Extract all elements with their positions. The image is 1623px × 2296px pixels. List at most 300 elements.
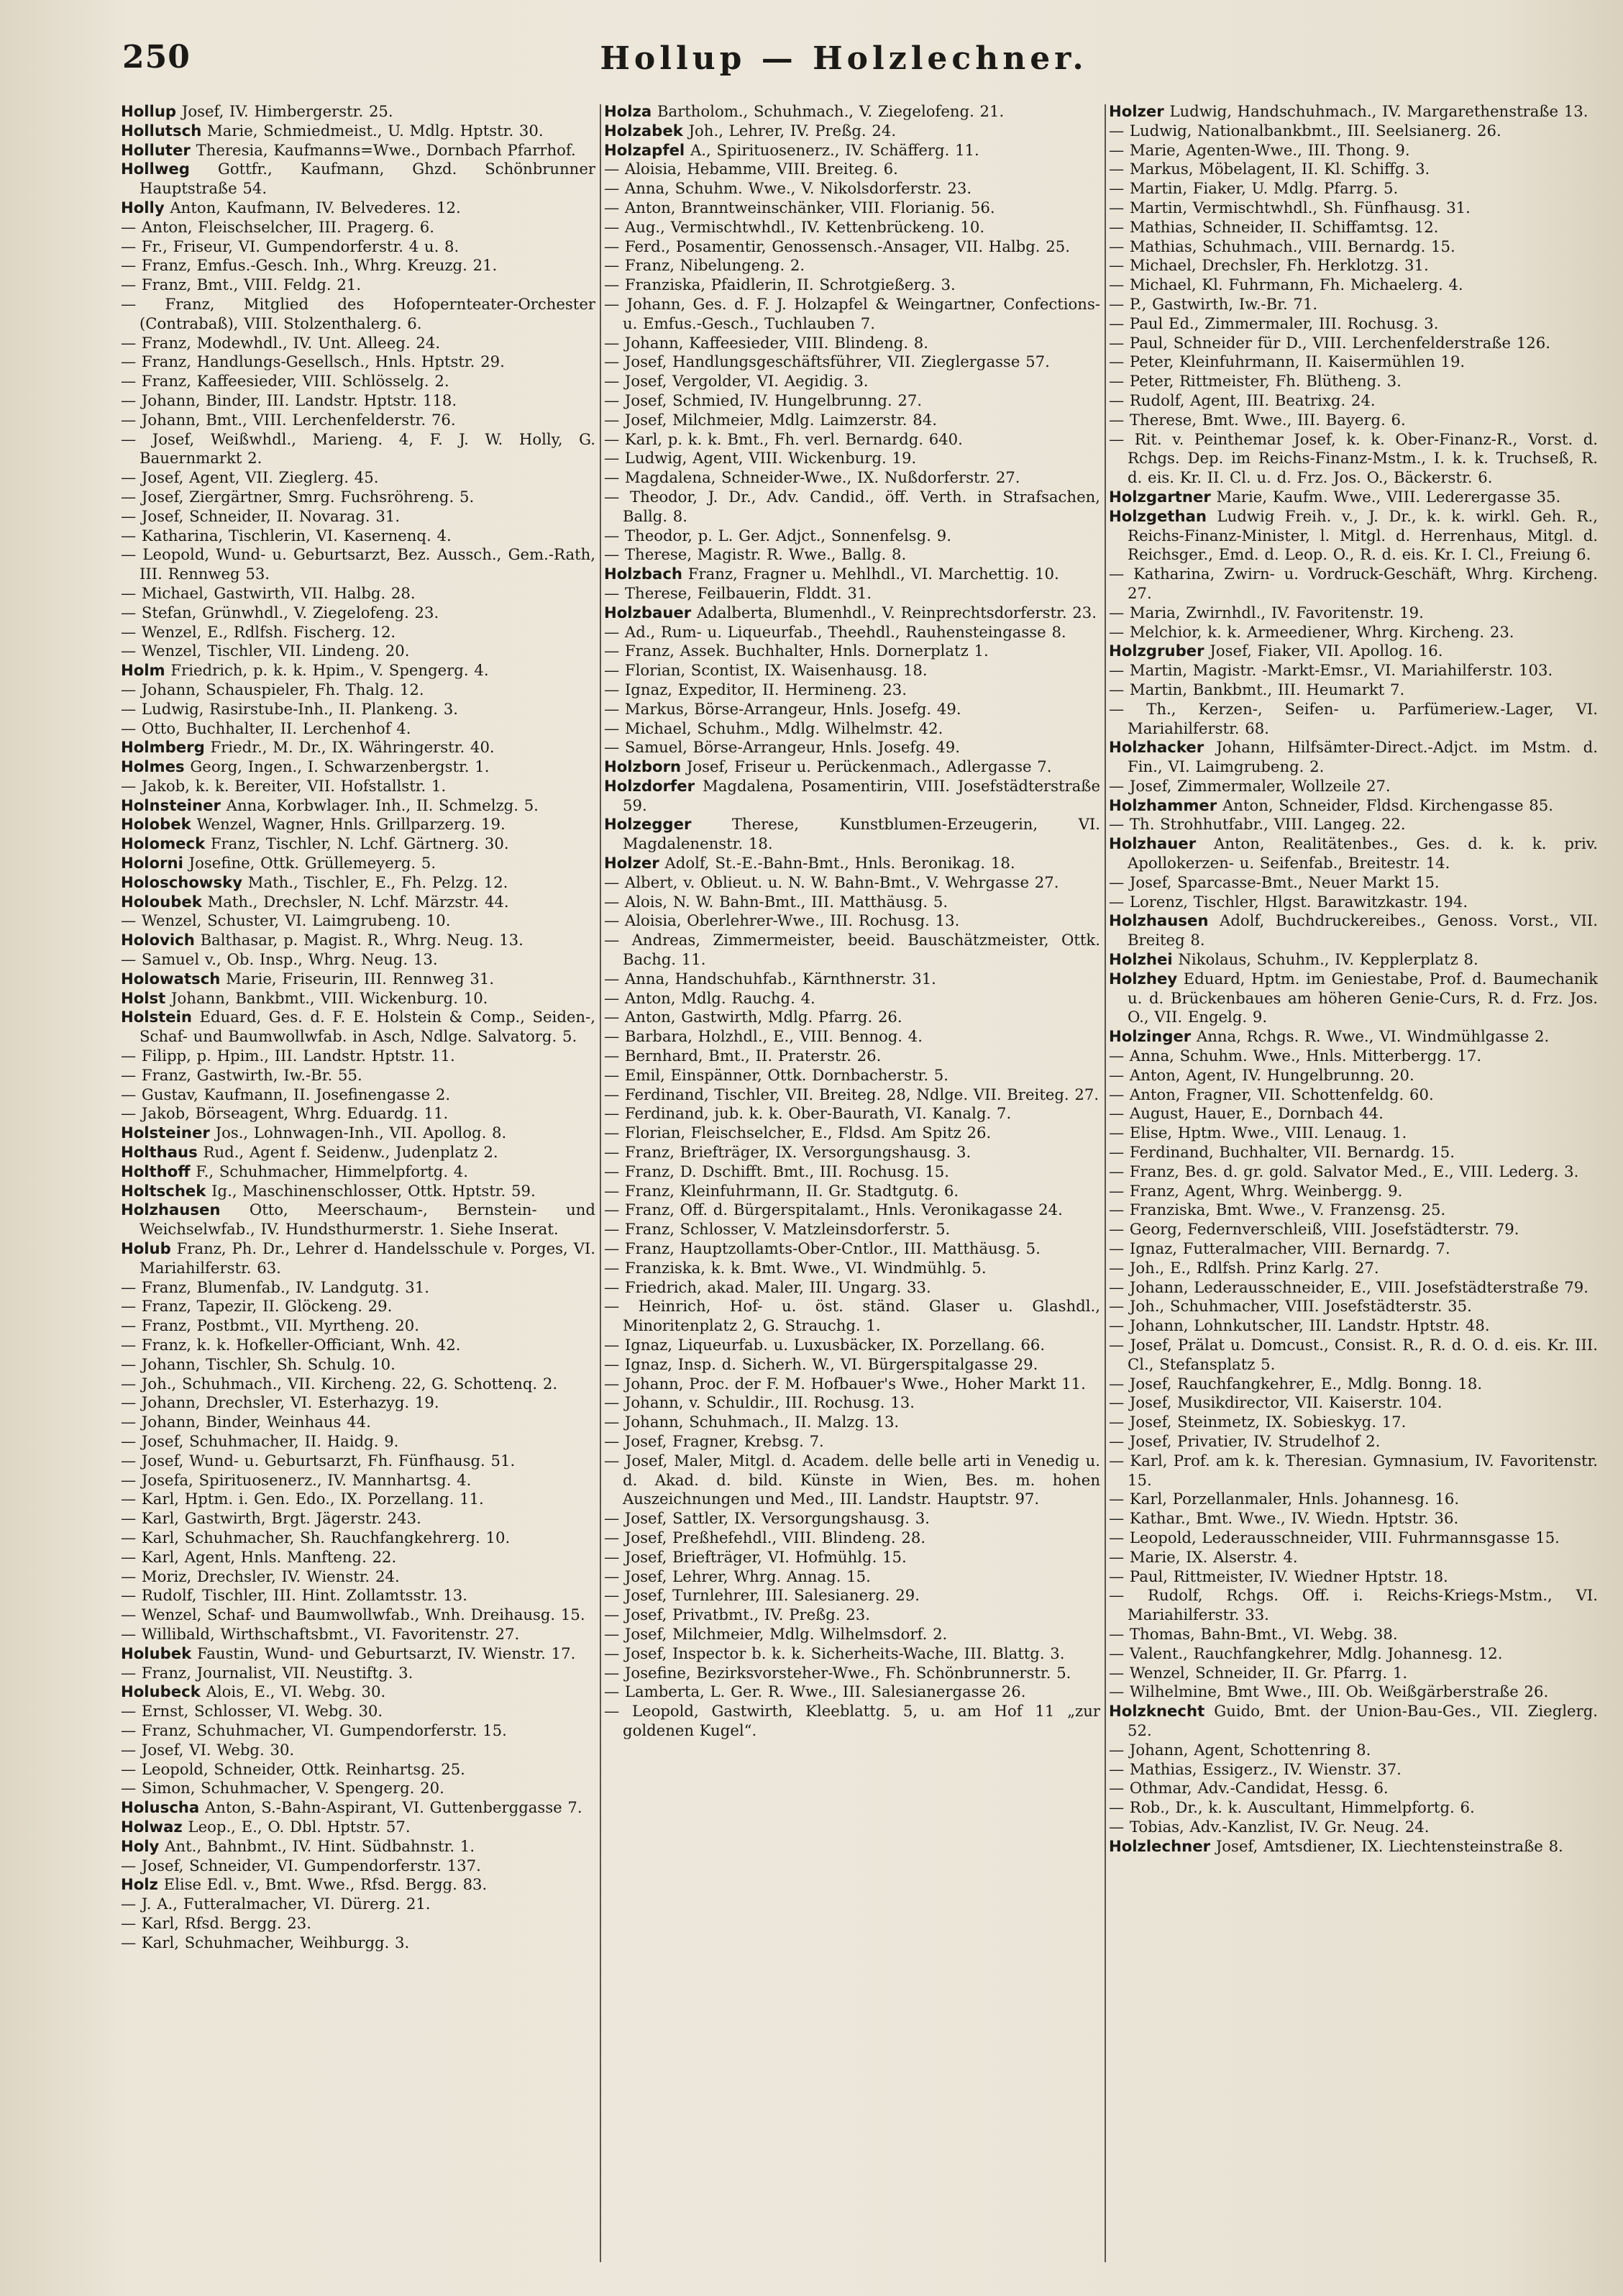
entry-text: — Joh., E., Rdlfsh. Prinz Karlg. 27. bbox=[1109, 1258, 1379, 1277]
directory-entry bbox=[121, 256, 595, 275]
directory-entry bbox=[121, 1375, 595, 1394]
entry-text: — Josef, Steinmetz, IX. Sobieskyg. 17. bbox=[1109, 1413, 1407, 1431]
directory-entry bbox=[604, 449, 1100, 468]
entry-text: — Michael, Kl. Fuhrmann, Fh. Michaelerg. 4. bbox=[1109, 275, 1463, 294]
directory-entry bbox=[1109, 352, 1598, 372]
entry-text: — Othmar, Adv.-Candidat, Hessg. 6. bbox=[1109, 1779, 1389, 1798]
directory-entry bbox=[604, 1027, 1100, 1047]
entry-text: — Karl, Schuhmacher, Weihburgg. 3. bbox=[121, 1933, 410, 1951]
entry-text: Magdalena, Posamentirin, VIII. Josefstädterstraße 59. bbox=[623, 776, 1100, 814]
entry-surname: Holthoff bbox=[121, 1162, 191, 1180]
directory-entry bbox=[121, 661, 595, 680]
entry-text: — Franz, Handlungs-Gesellsch., Hnls. Hptstr. 29. bbox=[121, 352, 505, 371]
directory-entry bbox=[121, 1413, 595, 1432]
directory-entry bbox=[604, 661, 1100, 680]
directory-entry bbox=[604, 989, 1100, 1008]
directory-entry bbox=[1109, 1702, 1598, 1741]
entry-text: — Josef, Sattler, IX. Versorgungshausg. 3. bbox=[604, 1509, 930, 1528]
directory-entry bbox=[121, 527, 595, 546]
entry-text: — Th. Strohhutfabr., VIII. Langeg. 22. bbox=[1109, 815, 1406, 834]
directory-entry bbox=[121, 1548, 595, 1567]
entry-text: — Josef, Zimmermaler, Wollzeile 27. bbox=[1109, 776, 1391, 795]
entry-text: — Mathias, Essigerz., IV. Wienstr. 37. bbox=[1109, 1759, 1402, 1778]
entry-text: — Josef, Schneider, VI. Gumpendorferstr. 137. bbox=[121, 1856, 481, 1874]
entry-text: — Martin, Magistr. -Markt-Emsr., VI. Mariahilferstr. 103. bbox=[1109, 661, 1553, 680]
entry-text: Adolf, Buchdruckereibes., Genoss. Vorst., VII. Breiteg 8. bbox=[1128, 911, 1598, 949]
directory-entry bbox=[121, 1875, 595, 1895]
entry-text: — Josef, Schuhmacher, II. Haidg. 9. bbox=[121, 1431, 399, 1450]
entry-text: Anton, S.-Bahn-Aspirant, VI. Guttenberggasse 7. bbox=[204, 1798, 582, 1817]
entry-surname: Holluter bbox=[121, 140, 191, 159]
entry-text: — Jakob, Börseagent, Whrg. Eduardg. 11. bbox=[121, 1104, 449, 1123]
entry-text: Anna, Rchgs. R. Wwe., VI. Windmühlgasse 2. bbox=[1196, 1027, 1550, 1046]
entry-text: Josef, IV. Himbergerstr. 25. bbox=[181, 102, 393, 120]
directory-entry bbox=[604, 1567, 1100, 1587]
directory-entry bbox=[604, 256, 1100, 275]
directory-entry bbox=[1109, 1760, 1598, 1780]
entry-text: — Willibald, Wirthschaftsbmt., VI. Favoritenstr. 27. bbox=[121, 1624, 520, 1643]
entry-text: — Marie, Agenten-Wwe., III. Thong. 9. bbox=[1109, 140, 1410, 159]
directory-entry bbox=[1109, 1047, 1598, 1066]
directory-entry bbox=[1109, 1124, 1598, 1143]
directory-entry bbox=[1109, 1239, 1598, 1259]
entry-text: — Josef, Preßhefehdl., VIII. Blindeng. 28. bbox=[604, 1528, 926, 1546]
entry-text: — Franz, Blumenfab., IV. Landgutg. 31. bbox=[121, 1277, 429, 1296]
entry-text: — Valent., Rauchfangkehrer, Mdlg. Johannesg. 12. bbox=[1109, 1644, 1503, 1662]
entry-text: — Leopold, Gastwirth, Kleeblattg. 5, u. am Hof 11 „zur goldenen Kugel“. bbox=[604, 1702, 1100, 1739]
directory-entry bbox=[121, 1837, 595, 1857]
directory-entry bbox=[1109, 1837, 1598, 1857]
entry-text: — Leopold, Schneider, Ottk. Reinhartsg. 25. bbox=[121, 1759, 465, 1778]
entry-text: Marie, Schmiedmeist., U. Mdlg. Hptstr. 30. bbox=[207, 121, 544, 140]
entry-text: — Ludwig, Agent, VIII. Wickenburg. 19. bbox=[604, 449, 917, 468]
directory-entry bbox=[604, 1259, 1100, 1278]
entry-text: — Josef, Rauchfangkehrer, E., Mdlg. Bonng. 18. bbox=[1109, 1374, 1483, 1393]
entry-surname: Holoubek bbox=[121, 892, 202, 911]
entry-text: — Jakob, k. k. Bereiter, VII. Hofstallstr. 1. bbox=[121, 776, 447, 795]
directory-entry bbox=[121, 1857, 595, 1876]
entry-surname: Holzhacker bbox=[1109, 738, 1204, 757]
directory-entry bbox=[1109, 372, 1598, 391]
entry-text: — Stefan, Grünwhdl., V. Ziegelofeng. 23. bbox=[121, 603, 439, 621]
directory-entry bbox=[121, 352, 595, 372]
entry-text: — Samuel, Börse-Arrangeur, Hnls. Josefg. 49. bbox=[604, 738, 960, 757]
entry-text: — Johann, Ges. d. F. J. Holzapfel & Weingartner, Confections- u. Emfus.-Gesch., Tuchlauben 7. bbox=[604, 294, 1100, 332]
directory-entry bbox=[604, 1393, 1100, 1413]
entry-text: Eduard, Ges. d. F. E. Holstein & Comp., Seiden-, Schaf- und Baumwollwfab. in Asch, Ndlge. Salvatorg. 5. bbox=[140, 1008, 595, 1046]
entry-text: — Franz, Nibelungeng. 2. bbox=[604, 256, 805, 275]
entry-surname: Holubek bbox=[121, 1644, 192, 1662]
entry-text: — Ferdinand, Buchhalter, VII. Bernardg. 15. bbox=[1109, 1143, 1455, 1162]
entry-text: — Karl, Prof. am k. k. Theresian. Gymnasium, IV. Favoritenstr. 15. bbox=[1109, 1451, 1598, 1489]
directory-entry bbox=[604, 738, 1100, 757]
entry-text: — Ferd., Posamentir, Genossensch.-Ansager, VII. Halbg. 25. bbox=[604, 237, 1070, 255]
directory-entry bbox=[121, 1297, 595, 1316]
directory-entry bbox=[604, 141, 1100, 160]
entry-text: — Anton, Branntweinschänker, VIII. Florianig. 56. bbox=[604, 198, 995, 217]
directory-entry bbox=[121, 989, 595, 1008]
directory-entry bbox=[121, 468, 595, 488]
directory-entry bbox=[1109, 1375, 1598, 1394]
directory-entry bbox=[604, 1413, 1100, 1432]
entry-text: — Heinrich, Hof- u. öst. ständ. Glaser u. Glashdl., Minoritenplatz 2, G. Strauchg. 1. bbox=[604, 1297, 1100, 1335]
entry-surname: Holy bbox=[121, 1836, 160, 1855]
entry-text: — Rob., Dr., k. k. Auscultant, Himmelpfortg. 6. bbox=[1109, 1798, 1475, 1817]
directory-entry bbox=[121, 160, 595, 199]
entry-surname: Holthaus bbox=[121, 1143, 198, 1162]
directory-entry bbox=[1109, 411, 1598, 430]
directory-entry bbox=[604, 102, 1100, 122]
directory-entry bbox=[604, 391, 1100, 411]
entry-text: — Josef, Ziergärtner, Smrg. Fuchsröhreng. 5. bbox=[121, 487, 475, 506]
entry-text: — Karl, Agent, Hnls. Manfteng. 22. bbox=[121, 1547, 397, 1566]
entry-text: — Leopold, Wund- u. Geburtsarzt, Bez. Aussch., Gem.-Rath, III. Rennweg 53. bbox=[121, 545, 595, 583]
entry-text: — Josefine, Bezirksvorsteher-Wwe., Fh. Schönbrunnerstr. 5. bbox=[604, 1663, 1071, 1682]
directory-entry bbox=[1109, 834, 1598, 873]
directory-entry bbox=[121, 1471, 595, 1490]
directory-entry bbox=[1109, 1529, 1598, 1548]
entry-surname: Holubeck bbox=[121, 1682, 201, 1701]
entry-text: — Josef, Milchmeier, Mdlg. Wilhelmsdorf. 2. bbox=[604, 1624, 948, 1643]
directory-entry bbox=[121, 1490, 595, 1509]
entry-text: — Ignaz, Expeditor, II. Hermineng. 23. bbox=[604, 680, 907, 698]
directory-entry bbox=[604, 1220, 1100, 1239]
directory-entry bbox=[121, 545, 595, 584]
entry-text: — Franz, Journalist, VII. Neustiftg. 3. bbox=[121, 1663, 413, 1682]
entry-text: A., Spirituosenerz., IV. Schäfferg. 11. bbox=[690, 140, 979, 159]
entry-surname: Holobek bbox=[121, 815, 191, 834]
entry-surname: Holnsteiner bbox=[121, 796, 221, 814]
entry-text: — Alois, N. W. Bahn-Bmt., III. Matthäusg. 5. bbox=[604, 892, 948, 911]
directory-entry bbox=[604, 295, 1100, 334]
directory-entry bbox=[121, 1066, 595, 1085]
directory-entry bbox=[1109, 1085, 1598, 1105]
entry-text: Jos., Lohnwagen-Inh., VII. Apollog. 8. bbox=[215, 1124, 507, 1142]
directory-entry bbox=[121, 1567, 595, 1587]
entry-surname: Holovich bbox=[121, 931, 195, 949]
entry-text: — Aloisia, Oberlehrer-Wwe., III. Rochusg. 13. bbox=[604, 911, 960, 930]
entry-surname: Holzegger bbox=[604, 815, 692, 834]
directory-entry bbox=[1109, 102, 1598, 122]
directory-entry bbox=[121, 1008, 595, 1047]
directory-entry bbox=[604, 1336, 1100, 1355]
directory-entry bbox=[1109, 565, 1598, 603]
entry-text: Guido, Bmt. der Union-Bau-Ges., VII. Zieglerg. 52. bbox=[1128, 1702, 1598, 1739]
directory-entry bbox=[121, 1760, 595, 1780]
directory-entry bbox=[604, 642, 1100, 661]
entry-text: — Franz, Tapezir, II. Glöckeng. 29. bbox=[121, 1297, 393, 1316]
entry-text: — Albert, v. Oblieut. u. N. W. Bahn-Bmt., V. Wehrgasse 27. bbox=[604, 873, 1059, 891]
directory-entry bbox=[1109, 970, 1598, 1027]
directory-entry bbox=[1109, 256, 1598, 275]
directory-entry bbox=[604, 815, 1100, 854]
directory-entry bbox=[121, 237, 595, 257]
entry-text: — Josef, Fragner, Krebsg. 7. bbox=[604, 1431, 824, 1450]
entry-text: — Kathar., Bmt. Wwe., IV. Wiedn. Hptstr. 36. bbox=[1109, 1509, 1459, 1528]
entry-text: — Tobias, Adv.-Kanzlist, IV. Gr. Neug. 24. bbox=[1109, 1817, 1430, 1836]
entry-text: Friedr., M. Dr., IX. Währingerstr. 40. bbox=[210, 738, 495, 757]
directory-entry bbox=[1109, 1452, 1598, 1490]
directory-entry bbox=[604, 1375, 1100, 1394]
directory-entry bbox=[121, 873, 595, 893]
entry-text: — Johann, Proc. der F. M. Hofbauer's Wwe., Hoher Markt 11. bbox=[604, 1374, 1086, 1393]
entry-surname: Hollup bbox=[121, 102, 177, 120]
directory-entry bbox=[1109, 237, 1598, 257]
column-rule bbox=[600, 104, 601, 2262]
entry-text: — Franziska, Bmt. Wwe., V. Franzensg. 25. bbox=[1109, 1201, 1446, 1219]
entry-text: — Therese, Bmt. Wwe., III. Bayerg. 6. bbox=[1109, 410, 1406, 429]
entry-surname: Holza bbox=[604, 102, 652, 120]
directory-entry bbox=[604, 1605, 1100, 1625]
entry-surname: Holzlechner bbox=[1109, 1836, 1211, 1855]
directory-entry bbox=[121, 854, 595, 873]
entry-text: — Johann, Agent, Schottenring 8. bbox=[1109, 1740, 1371, 1759]
directory-entry bbox=[604, 411, 1100, 430]
directory-entry bbox=[604, 1047, 1100, 1066]
entry-text: — Josef, Musikdirector, VII. Kaiserstr. 104. bbox=[1109, 1393, 1443, 1412]
directory-entry bbox=[1109, 623, 1598, 642]
directory-entry bbox=[121, 1452, 595, 1471]
entry-text: — Franz, Agent, Whrg. Weinbergg. 9. bbox=[1109, 1181, 1403, 1200]
entry-text: — Ernst, Schlosser, VI. Webg. 30. bbox=[121, 1702, 383, 1721]
directory-entry bbox=[121, 1605, 595, 1625]
directory-entry bbox=[604, 931, 1100, 970]
entry-text: — Th., Kerzen-, Seifen- u. Parfümeriew.-Lager, VI. Mariahilferstr. 68. bbox=[1109, 699, 1598, 737]
entry-text: — Ad., Rum- u. Liqueurfab., Theehdl., Rauhensteingasse 8. bbox=[604, 622, 1066, 641]
entry-text: — Maria, Zwirnhdl., IV. Favoritenstr. 19. bbox=[1109, 603, 1424, 621]
entry-text: — Theodor, p. L. Ger. Adjct., Sonnenfelsg. 9. bbox=[604, 526, 951, 545]
entry-text: — Johann, Schauspieler, Fh. Thalg. 12. bbox=[121, 680, 424, 698]
entry-text: — Karl, Hptm. i. Gen. Edo., IX. Porzellang. 11. bbox=[121, 1490, 484, 1508]
entry-text: — Anton, Mdlg. Rauchg. 4. bbox=[604, 988, 815, 1007]
entry-text: — Franz, Postbmt., VII. Myrtheng. 20. bbox=[121, 1316, 419, 1335]
directory-entry bbox=[604, 1143, 1100, 1162]
entry-text: — Peter, Rittmeister, Fh. Blütheng. 3. bbox=[1109, 372, 1402, 391]
entry-text: Josef, Friseur u. Perückenmach., Adlergasse 7. bbox=[686, 757, 1052, 776]
entry-text: — Anton, Fleischselcher, III. Pragerg. 6. bbox=[121, 217, 435, 236]
directory-entry bbox=[1109, 603, 1598, 623]
directory-entry bbox=[1109, 1201, 1598, 1220]
directory-entry bbox=[1109, 1413, 1598, 1432]
directory-entry bbox=[121, 334, 595, 353]
entry-text: — Paul Ed., Zimmermaler, III. Rochusg. 3. bbox=[1109, 314, 1439, 332]
entry-text: — Josef, Vergolder, VI. Aegidig. 3. bbox=[604, 372, 869, 391]
entry-surname: Holomeck bbox=[121, 834, 206, 853]
directory-entry bbox=[604, 1548, 1100, 1567]
directory-entry bbox=[604, 757, 1100, 777]
entry-text: — Wilhelmine, Bmt Wwe., III. Ob. Weißgärberstraße 26. bbox=[1109, 1682, 1549, 1701]
directory-entry bbox=[604, 1644, 1100, 1664]
directory-entry bbox=[121, 1162, 595, 1182]
entry-text: — Johann, Schuhmach., II. Malzg. 13. bbox=[604, 1413, 900, 1431]
entry-text: — Johann, Kaffeesieder, VIII. Blindeng. 8. bbox=[604, 333, 929, 352]
directory-entry bbox=[604, 1008, 1100, 1027]
directory-entry bbox=[121, 1124, 595, 1143]
entry-text: — Anton, Fragner, VII. Schottenfeldg. 60. bbox=[1109, 1085, 1434, 1103]
directory-entry bbox=[1109, 1316, 1598, 1336]
entry-text: — Markus, Börse-Arrangeur, Hnls. Josefg. 49. bbox=[604, 699, 961, 718]
directory-entry bbox=[121, 102, 595, 122]
entry-text: — Karl, Gastwirth, Brgt. Jägerstr. 243. bbox=[121, 1509, 421, 1528]
entry-surname: Holoschowsky bbox=[121, 873, 243, 891]
directory-entry bbox=[1109, 1259, 1598, 1278]
entry-text: Johann, Hilfsämter-Direct.-Adjct. im Mstm. d. Fin., VI. Laimgrubeng. 2. bbox=[1128, 738, 1598, 776]
entry-text: — Florian, Fleischselcher, E., Fldsd. Am Spitz 26. bbox=[604, 1124, 992, 1142]
directory-entry bbox=[121, 777, 595, 796]
directory-entry bbox=[121, 1664, 595, 1683]
directory-entry bbox=[1109, 873, 1598, 893]
entry-text: — Franz, Emfus.-Gesch. Inh., Whrg. Kreuzg. 21. bbox=[121, 256, 498, 275]
directory-entry bbox=[121, 1355, 595, 1375]
directory-entry bbox=[121, 1182, 595, 1201]
directory-entry bbox=[604, 218, 1100, 237]
entry-text: — Franz, Hauptzollamts-Ober-Cntlor., III. Matthäusg. 5. bbox=[604, 1239, 1041, 1258]
entry-text: — Ferdinand, jub. k. k. Ober-Baurath, VI. Kanalg. 7. bbox=[604, 1104, 1012, 1123]
entry-text: Anton, Realitätenbes., Ges. d. k. k. priv. Apollokerzen- u. Seifenfab., Breitestr. 14. bbox=[1128, 834, 1598, 873]
directory-entry bbox=[121, 1239, 595, 1278]
entry-text: — Rudolf, Tischler, III. Hint. Zollamtsstr. 13. bbox=[121, 1586, 468, 1605]
directory-entry bbox=[604, 122, 1100, 141]
entry-text: — Franz, Bmt., VIII. Feldg. 21. bbox=[121, 275, 362, 294]
entry-text: — Josef, Wund- u. Geburtsarzt, Fh. Fünfhausg. 51. bbox=[121, 1451, 516, 1470]
directory-entry bbox=[604, 1452, 1100, 1509]
entry-text: Adolf, St.-E.-Bahn-Bmt., Hnls. Beronikag. 18. bbox=[664, 854, 1015, 873]
directory-entry bbox=[604, 275, 1100, 295]
column-rule bbox=[1105, 104, 1106, 2262]
directory-entry bbox=[604, 527, 1100, 546]
directory-entry bbox=[121, 970, 595, 989]
directory-entry bbox=[604, 603, 1100, 623]
entry-text: — Josef, Schneider, II. Novarag. 31. bbox=[121, 506, 401, 525]
entry-surname: Holzborn bbox=[604, 757, 682, 776]
directory-entry bbox=[1109, 1143, 1598, 1162]
entry-text: — Therese, Magistr. R. Wwe., Ballg. 8. bbox=[604, 545, 907, 564]
entry-text: — Franziska, k. k. Bmt. Wwe., VI. Windmühlg. 5. bbox=[604, 1258, 987, 1277]
directory-entry bbox=[604, 372, 1100, 391]
entry-text: — Simon, Schuhmacher, V. Spengerg. 20. bbox=[121, 1779, 444, 1798]
entry-text: — Josef, Milchmeier, Mdlg. Laimzerstr. 84. bbox=[604, 410, 937, 429]
entry-text: Georg, Ingen., I. Schwarzenbergstr. 1. bbox=[190, 757, 490, 776]
directory-entry bbox=[121, 911, 595, 931]
entry-text: — Josefa, Spirituosenerz., IV. Mannhartsg. 4. bbox=[121, 1470, 472, 1489]
directory-entry bbox=[1109, 642, 1598, 661]
entry-text: — Josef, Briefträger, VI. Hofmühlg. 15. bbox=[604, 1547, 907, 1566]
directory-entry bbox=[604, 1682, 1100, 1702]
entry-text: — Mathias, Schneider, II. Schiffamtsg. 12. bbox=[1109, 217, 1439, 236]
directory-entry bbox=[1109, 700, 1598, 739]
entry-text: — Karl, Rfsd. Bergg. 23. bbox=[121, 1913, 311, 1932]
directory-entry bbox=[121, 719, 595, 739]
entry-text: — Josef, Turnlehrer, III. Salesianerg. 29. bbox=[604, 1586, 920, 1605]
directory-entry bbox=[121, 1798, 595, 1818]
entry-text: — Johann, Binder, Weinhaus 44. bbox=[121, 1413, 371, 1431]
entry-surname: Holzgruber bbox=[1109, 642, 1204, 660]
directory-entry bbox=[1109, 796, 1598, 816]
entry-text: — Josef, Prälat u. Domcust., Consist. R., R. d. O. d. eis. Kr. III. Cl., Stefansplatz 5. bbox=[1109, 1336, 1598, 1373]
entry-text: — Joh., Schuhmach., VII. Kircheng. 22, G. Schottenq. 2. bbox=[121, 1374, 558, 1393]
directory-entry bbox=[121, 796, 595, 816]
entry-text: Therese, Kunstblumen-Erzeugerin, VI. Magdalenenstr. 18. bbox=[623, 815, 1100, 853]
directory-entry bbox=[121, 757, 595, 777]
entry-text: — Samuel v., Ob. Insp., Whrg. Neug. 13. bbox=[121, 950, 438, 969]
directory-entry bbox=[1109, 1664, 1598, 1683]
entry-text: — Georg, Federnverschleiß, VIII. Josefstädterstr. 79. bbox=[1109, 1220, 1519, 1239]
entry-text: Faustin, Wund- und Geburtsarzt, IV. Wienstr. 17. bbox=[197, 1644, 576, 1662]
directory-entry bbox=[121, 1741, 595, 1760]
directory-entry bbox=[604, 237, 1100, 257]
directory-entry bbox=[1109, 1336, 1598, 1375]
entry-text: — Peter, Kleinfuhrmann, II. Kaisermühlen 19. bbox=[1109, 352, 1466, 371]
entry-text: — Wenzel, Tischler, VII. Lindeng. 20. bbox=[121, 642, 410, 660]
entry-text: — Michael, Gastwirth, VII. Halbg. 28. bbox=[121, 583, 416, 602]
entry-text: Math., Tischler, E., Fh. Pelzg. 12. bbox=[247, 873, 508, 891]
directory-entry bbox=[1109, 334, 1598, 353]
directory-entry bbox=[121, 141, 595, 160]
entry-text: F., Schuhmacher, Himmelpfortg. 4. bbox=[196, 1162, 468, 1180]
entry-text: — Thomas, Bahn-Bmt., VI. Webg. 38. bbox=[1109, 1624, 1398, 1643]
directory-entry bbox=[1109, 1567, 1598, 1587]
entry-text: — Moriz, Drechsler, IV. Wienstr. 24. bbox=[121, 1567, 400, 1585]
directory-entry bbox=[1109, 1297, 1598, 1316]
entry-text: — Wenzel, Schneider, II. Gr. Pfarrg. 1. bbox=[1109, 1663, 1408, 1682]
entry-text: — Josef, Weißwhdl., Marieng. 4, F. J. W. Holly, G. Bauernmarkt 2. bbox=[121, 429, 595, 468]
entry-text: — Joh., Schuhmacher, VIII. Josefstädterstr. 35. bbox=[1109, 1297, 1472, 1316]
directory-entry bbox=[1109, 1162, 1598, 1182]
entry-surname: Holzer bbox=[604, 854, 659, 873]
directory-entry bbox=[604, 700, 1100, 719]
directory-entry bbox=[604, 1182, 1100, 1201]
entry-text: Alois, E., VI. Webg. 30. bbox=[206, 1682, 386, 1701]
entry-surname: Holmberg bbox=[121, 738, 205, 757]
entry-surname: Holzhei bbox=[1109, 950, 1173, 969]
entry-text: — Magdalena, Schneider-Wwe., IX. Nußdorferstr. 27. bbox=[604, 468, 1020, 487]
directory-entry bbox=[1109, 160, 1598, 179]
directory-entry bbox=[1109, 295, 1598, 314]
directory-entry bbox=[1109, 488, 1598, 507]
directory-entry bbox=[121, 1625, 595, 1644]
directory-entry bbox=[604, 1297, 1100, 1336]
entry-surname: Holuscha bbox=[121, 1798, 200, 1817]
directory-entry bbox=[121, 1895, 595, 1914]
directory-entry bbox=[121, 1682, 595, 1702]
directory-entry bbox=[121, 372, 595, 391]
directory-entry bbox=[1109, 1393, 1598, 1413]
entry-text: — Aloisia, Hebamme, VIII. Breiteg. 6. bbox=[604, 160, 898, 178]
directory-entry bbox=[1109, 199, 1598, 218]
entry-text: — August, Hauer, E., Dornbach 44. bbox=[1109, 1104, 1384, 1123]
running-head: Hollup — Holzlechner. bbox=[600, 40, 1088, 77]
directory-entry bbox=[1109, 661, 1598, 680]
directory-entry bbox=[604, 1509, 1100, 1529]
directory-entry bbox=[604, 1085, 1100, 1105]
directory-entry bbox=[604, 565, 1100, 584]
directory-entry bbox=[121, 122, 595, 141]
entry-surname: Holzdorfer bbox=[604, 776, 695, 795]
entry-surname: Hollweg bbox=[121, 160, 190, 178]
entry-text: — Franz, Briefträger, IX. Versorgungshausg. 3. bbox=[604, 1143, 971, 1162]
entry-text: — Ferdinand, Tischler, VII. Breiteg. 28, Ndlge. VII. Breiteg. 27. bbox=[604, 1085, 1099, 1103]
entry-surname: Holmes bbox=[121, 757, 185, 776]
entry-text: — Josef, Schmied, IV. Hungelbrunng. 27. bbox=[604, 391, 923, 409]
entry-text: Leop., E., O. Dbl. Hptstr. 57. bbox=[188, 1817, 411, 1836]
entry-text: — Otto, Buchhalter, II. Lerchenhof 4. bbox=[121, 719, 411, 737]
directory-entry bbox=[121, 1818, 595, 1837]
entry-text: — Franz, Kleinfuhrmann, II. Gr. Stadtgutg. 6. bbox=[604, 1181, 959, 1200]
directory-entry bbox=[1109, 122, 1598, 141]
entry-surname: Holzhausen bbox=[1109, 911, 1209, 930]
entry-text: — Franz, Mitglied des Hofopernteater-Orchester (Contrabaß), VIII. Stolzenthalerg. 6. bbox=[121, 294, 595, 332]
entry-surname: Holzgethan bbox=[1109, 506, 1207, 525]
